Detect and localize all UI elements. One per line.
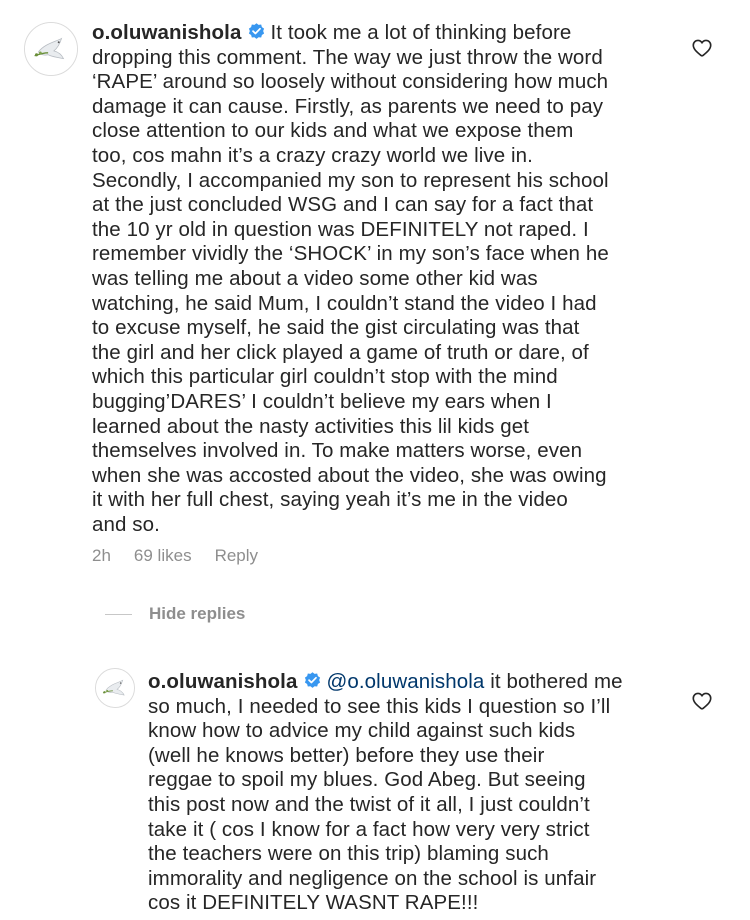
like-heart-icon[interactable] — [691, 690, 713, 712]
comment-username[interactable]: o.oluwanishola — [92, 21, 242, 44]
verified-badge-icon — [303, 671, 322, 690]
verified-badge-icon — [247, 22, 266, 41]
dove-avatar-icon — [25, 23, 77, 75]
hide-replies-label: Hide replies — [149, 604, 246, 623]
avatar[interactable] — [24, 22, 78, 76]
comment-body — [92, 21, 692, 537]
comment-meta — [92, 546, 258, 566]
comment-time: 2h — [92, 546, 111, 565]
mention-link[interactable]: @o.oluwanishola — [326, 670, 485, 693]
hide-replies-toggle[interactable] — [105, 604, 245, 624]
comment-body — [148, 670, 693, 916]
like-heart-icon[interactable] — [691, 37, 713, 59]
comment-text: It took me a lot of thinking before dropping this comment. The way we just throw the word ‘RAPE’ around so loosely without considering how much damage it can cause. Firstly, as parents we need to pay close attention to our kids and what we expose them too, cos mahn it’s a crazy crazy world we live in. Secondly, I accompanied my son to represent his school at the just concluded WSG and I can say for a fact that the 10 yr old in question was DEFINITELY not raped. I remember vividly the ‘SHOCK’ in my son’s face when he was telling me about a video some other kid was watching, he said Mum, I couldn’t stand the video I had to excuse myself, he said the gist circulating was that the girl and her click played a game of truth or dare, of which this particular girl couldn’t stop with the mind bugging’DARES’ I couldn’t believe my ears when I learned about the nasty activities this lil kids get themselves involved in. To make matters worse, even when she was accosted about the video, she was owing it with her full chest, saying yeah it’s me in the video and so. — [92, 21, 609, 536]
hide-replies-divider — [105, 614, 132, 615]
comment-likes[interactable]: 69 likes — [133, 546, 192, 565]
reply-button[interactable]: Reply — [214, 546, 259, 565]
comment-username[interactable]: o.oluwanishola — [148, 670, 298, 693]
avatar[interactable] — [95, 668, 135, 708]
comment-text: it bothered me so much, I needed to see this kids I question so I’ll know how to advice my child against such kids (well he knows better) before they use their reggae to spoil my blues. God Abeg. But seeing this post now and the twist of it all, I just couldn’t take it ( cos I know for a fact how very very strict the teachers were on this trip) blaming such immorality and negligence on the school is unfair cos it DEFINITELY WASNT RAPE!!! — [148, 670, 623, 915]
dove-avatar-icon — [96, 669, 134, 707]
